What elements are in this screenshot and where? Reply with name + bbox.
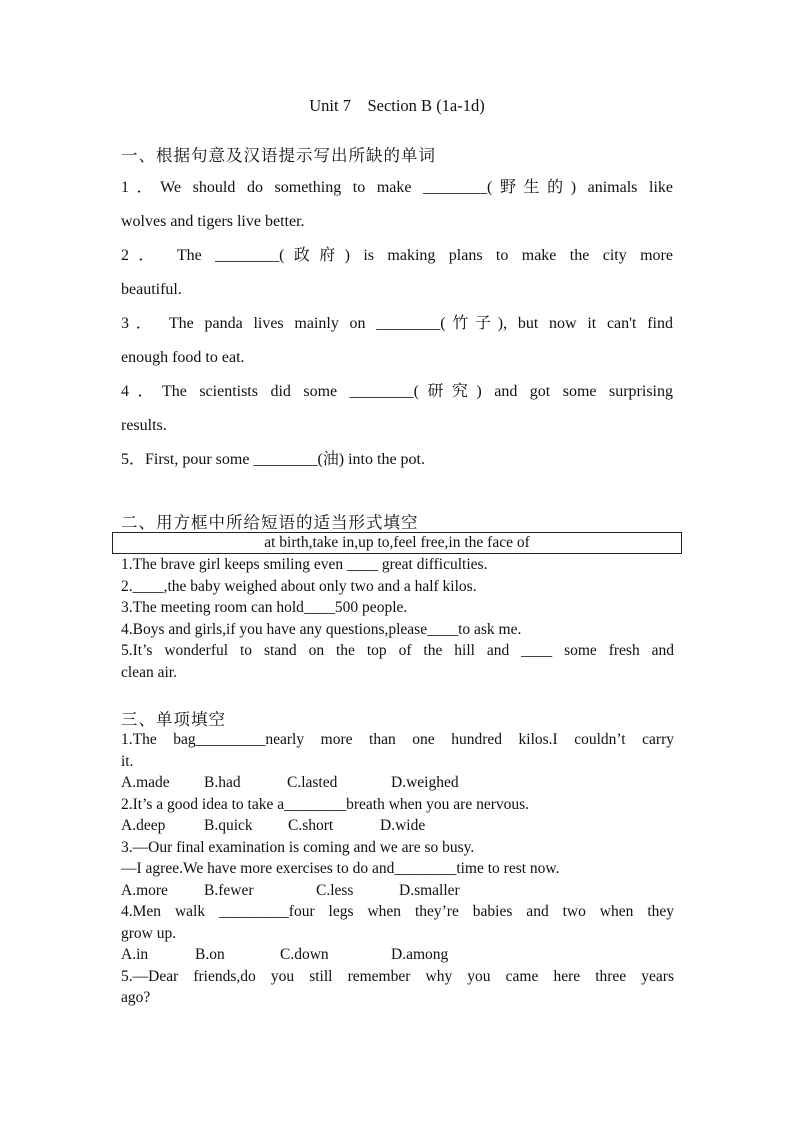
- option: B.on: [195, 946, 225, 963]
- s1-item1-line2: wolves and tigers live better.: [121, 213, 305, 230]
- section2-heading: 二、用方框中所给短语的适当形式填空: [121, 513, 419, 532]
- option: A.more: [121, 881, 168, 899]
- section2-list: [121, 554, 674, 683]
- option: D.wide: [380, 817, 426, 834]
- s1-item1-line1: 1．We should do something to make ________(野生的) animals like: [121, 179, 673, 196]
- option: B.had: [204, 774, 241, 791]
- s1-item2-line1: 2． The ________(政府) is making plans to make the city more: [121, 247, 673, 264]
- option: A.made: [121, 774, 170, 791]
- q3-options: [121, 880, 674, 902]
- s1-item4-line1: 4．The scientists did some ________(研究) and got some surprising: [121, 383, 673, 400]
- q1-line2: it.: [121, 752, 134, 770]
- q3-line2: —I agree.We have more exercises to do and________time to rest now.: [121, 860, 560, 877]
- option: A.deep: [121, 817, 166, 834]
- option: A.in: [121, 946, 149, 963]
- option: D.weighed: [391, 774, 459, 791]
- q4-line2: grow up.: [121, 924, 177, 942]
- section1-list: [121, 171, 673, 477]
- s2-line4: 4.Boys and girls,if you have any questions,please____to ask me.: [121, 620, 522, 638]
- q1-line1: 1.The bag_________nearly more than one hundred kilos.I couldn’t carry: [121, 731, 674, 748]
- section3-list: [121, 729, 674, 1009]
- s1-item4-line2: results.: [121, 417, 167, 434]
- s1-item2-line2: beautiful.: [121, 281, 182, 298]
- q1-options: [121, 772, 674, 794]
- option: C.lasted: [287, 774, 338, 791]
- option: C.short: [288, 817, 334, 834]
- s1-item3-line1: 3． The panda lives mainly on ________(竹子), but now it can't find: [121, 315, 673, 332]
- s2-line6: clean air.: [121, 663, 177, 681]
- option: D.smaller: [399, 881, 460, 899]
- s2-line5: 5.It’s wonderful to stand on the top of the hill and ____ some fresh and: [121, 642, 674, 659]
- q5-line2: ago?: [121, 989, 151, 1006]
- option: D.among: [391, 946, 449, 963]
- s1-item5-line1: 5．First, pour some ________(油) into the pot.: [121, 451, 425, 468]
- q3-line1: 3.—Our final examination is coming and we are so busy.: [121, 838, 475, 856]
- option: B.quick: [204, 817, 253, 834]
- s2-line2: 2.____,the baby weighed about only two and a half kilos.: [121, 577, 477, 595]
- s2-line1: 1.The brave girl keeps smiling even ____ great difficulties.: [121, 556, 488, 573]
- section1-heading: 一、根据句意及汉语提示写出所缺的单词: [121, 146, 436, 165]
- q2-line1: 2.It’s a good idea to take a________breath when you are nervous.: [121, 795, 530, 813]
- option: C.less: [316, 881, 354, 899]
- phrase-box: at birth,take in,up to,feel free,in the face of: [112, 532, 682, 554]
- s1-item3-line2: enough food to eat.: [121, 349, 245, 366]
- option: C.down: [280, 946, 329, 963]
- q4-line1: 4.Men walk _________four legs when they’re babies and two when they: [121, 903, 674, 920]
- q4-options: [121, 944, 674, 966]
- q2-options: [121, 815, 674, 837]
- q5-line1: 5.—Dear friends,do you still remember why you came here three years: [121, 967, 674, 985]
- section3-heading: 三、单项填空: [121, 710, 226, 729]
- s2-line3: 3.The meeting room can hold____500 people.: [121, 599, 408, 616]
- option: B.fewer: [204, 881, 254, 899]
- page-title: Unit 7 Section B (1a-1d): [309, 96, 485, 115]
